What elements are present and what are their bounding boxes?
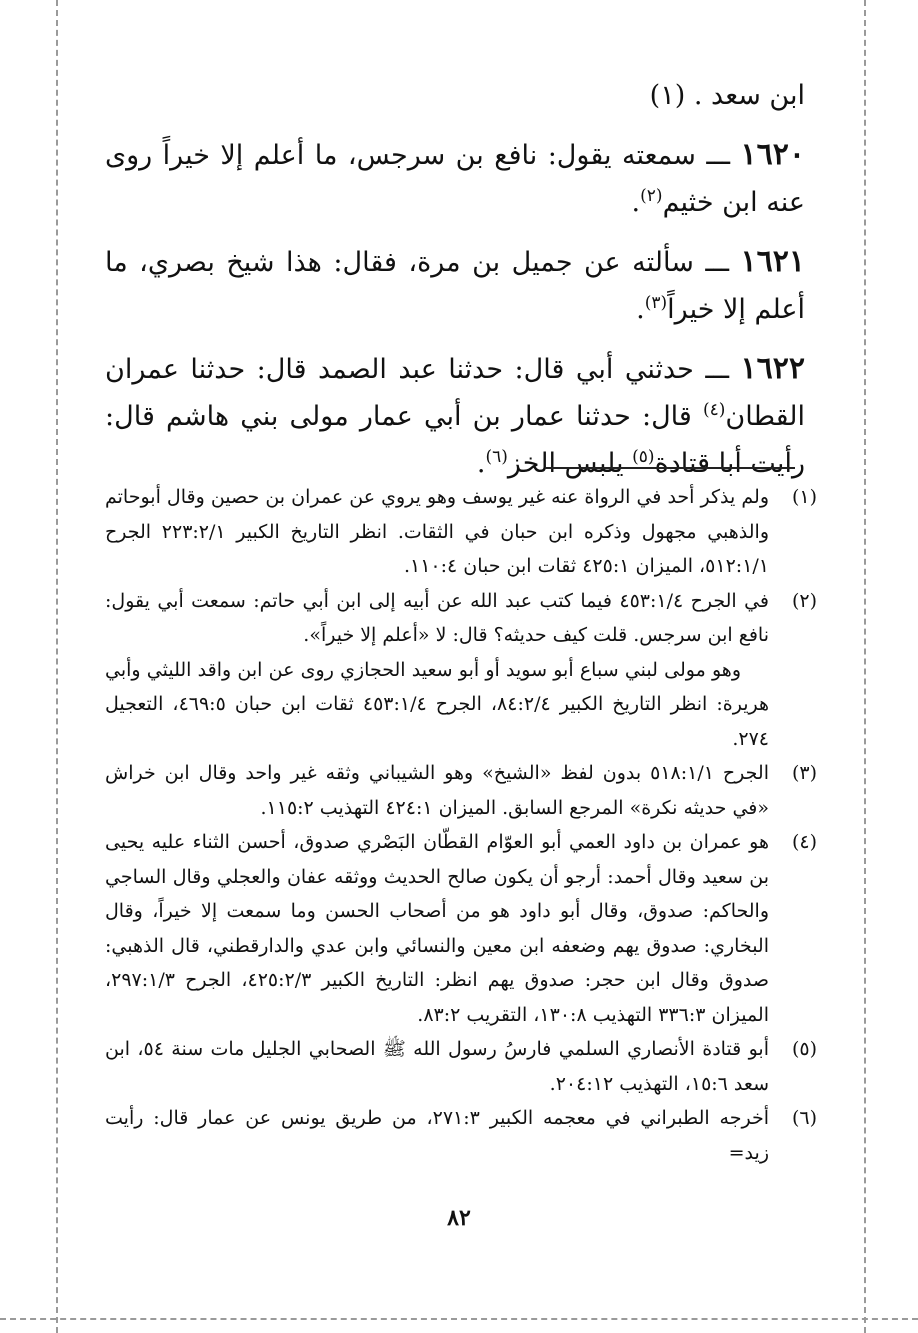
footnote-number: (٢) [791,589,817,612]
footnote-ref[interactable]: (٣) [644,293,668,313]
entry-1621: ١٦٢١ ـــ سألته عن جميل بن مرة، فقال: هذا شيخ بصري، ما أعلم إلا خيراً$^{(٣)}$. [105,244,805,325]
footnote-ref[interactable]: (٢) [640,186,663,206]
entry-1620: ١٦٢٠ ـــ سمعته يقول: نافع بن سرجس، ما أعلم إلا خيراً روى عنه ابن خثيم$^{(٢)}$. [105,137,805,218]
entry-text: ـــ سألته عن جميل بن مرة، فقال: هذا شيخ بصري، ما أعلم إلا خيراً [105,247,805,325]
footnote-number: (٤) [791,831,817,853]
footnote-ref[interactable]: (٦) [485,447,508,467]
footnote-text: أخرجه الطبراني في معجمه الكبير ٢٧١:٣، من طريق يونس عن عمار قال: رأيت زيد= [105,1107,769,1164]
entry-number: ١٦٢٢ [740,351,805,386]
intro-line: ابن سعد . (١) [649,80,805,111]
footnote-text: أبو قتادة الأنصاري السلمي فارسُ رسول الله ﷺ الصحابي الجليل مات سنة ٥٤، ابن سعد ١٥:٦، التهذيب ٢٠٤:١٢. [105,1038,769,1095]
footnote-2 [105,584,817,757]
footnote-number: (٣) [791,762,817,784]
footnote-number: (٥) [791,1038,817,1060]
footnote-ref[interactable]: (٤) [702,400,726,420]
entry-1622: ١٦٢٢ ـــ حدثني أبي قال: حدثنا عبد الصمد قال: حدثنا عمران القطان$^{(٤)}$ قال: حدثنا عمار بن أبي عمار مولى بني هاشم قال: رأيت أبا قتادة$^{(٥)}$ يلبس الخز$^{(٦)}$. [105,351,805,479]
entry-number: ١٦٢١ [740,244,805,279]
footnote-number: (٦) [791,1107,817,1129]
footnote-6 [105,1101,817,1170]
footnote-3 [105,756,817,825]
entry-text: ـــ حدثني أبي قال: حدثنا عبد الصمد قال: حدثنا عمران القطان [105,354,805,432]
page-number: ٨٢ [447,1205,471,1231]
footnote-text: الجرح ٥١٨:١/١ بدون لفظ «الشيخ» وهو الشيباني وثقه غير واحد وقال ابن خراش «في حديثه نكرة» المرجع السابق. الميزان ٤٢٤:١ التهذيب ١١٥:٢. [105,762,770,819]
footnote-text: هو عمران بن داود العمي أبو العوّام القطّان البَصْري صدوق، أحسن الثناء عليه يحيى بن سعيد وقال أحمد: أرجو أن يكون صالح الحديث ووثقه عفان والعجلي وقال الساجي والحاكم: صدوق، وقال أبو داود هو من أصحاب الحسن وما سمعت إلا خيراً، وقال البخاري: صدوق يهم وضعفه ابن معين والنسائي وابن عدي والدارقطني، قال الذهبي: صدوق وقال ابن حجر: صدوق يهم انظر: التاريخ الكبير ٤٢٥:٢/٣، الجرح ٢٩٧:١/٣، الميزان ٣٣٦:٣ التهذيب ١٣٠:٨، التقريب ٨٣:٢. [105,831,769,1026]
scan-guide-line [864,0,866,1333]
footnote-ref[interactable]: (٥) [632,447,655,467]
entry-text: ـــ سمعته يقول: نافع بن سرجس، ما أعلم إلا خيراً روى عنه ابن خثيم [105,140,805,218]
footnote-text: ولم يذكر أحد في الرواة عنه غير يوسف وهو يروي عن عمران بن حصين وقال أبوحاتم والذهبي مجهول وذكره ابن حبان في الثقات. انظر التاريخ الكبير ٢٢٣:٢/١ الجرح ٥١٢:١/١، الميزان ٤٢٥:١ ثقات ابن حبان ١١٠:٤. [105,486,770,577]
footnote-1 [105,480,817,584]
main-text [105,72,805,499]
footnote-5 [105,1032,817,1101]
entry-number: ١٦٢٠ [740,137,805,172]
footnote-number: (١) [791,486,817,508]
entry-text: قال: حدثنا عمار بن أبي عمار مولى بني هاشم قال: رأيت أبا قتادة [105,401,805,479]
footnote-4 [105,825,817,1032]
scan-guide-line [0,1318,918,1320]
footnotes [105,480,817,1170]
footnote-text: في الجرح ٤٥٣:١/٤ فيما كتب عبد الله عن أبيه إلى ابن أبي حاتم: سمعت أبي يقول: نافع ابن سرجس. قلت كيف حديثه؟ قال: لا «أعلم إلا خيراً». [105,589,769,646]
entry-text: يلبس الخز [507,448,633,479]
footnote-separator [545,467,795,469]
footnote-text: وهو مولى لبني سباع أبو سويد أو أبو سعيد الحجازي روى عن ابن واقد الليثي وأبي هريرة: انظر التاريخ الكبير ٨٤:٢/٤، الجرح ٤٥٣:١/٤ ثقات ابن حبان ٤٦٩:٥، التعجيل ٢٧٤. [105,658,770,750]
scan-guide-line [56,0,58,1333]
